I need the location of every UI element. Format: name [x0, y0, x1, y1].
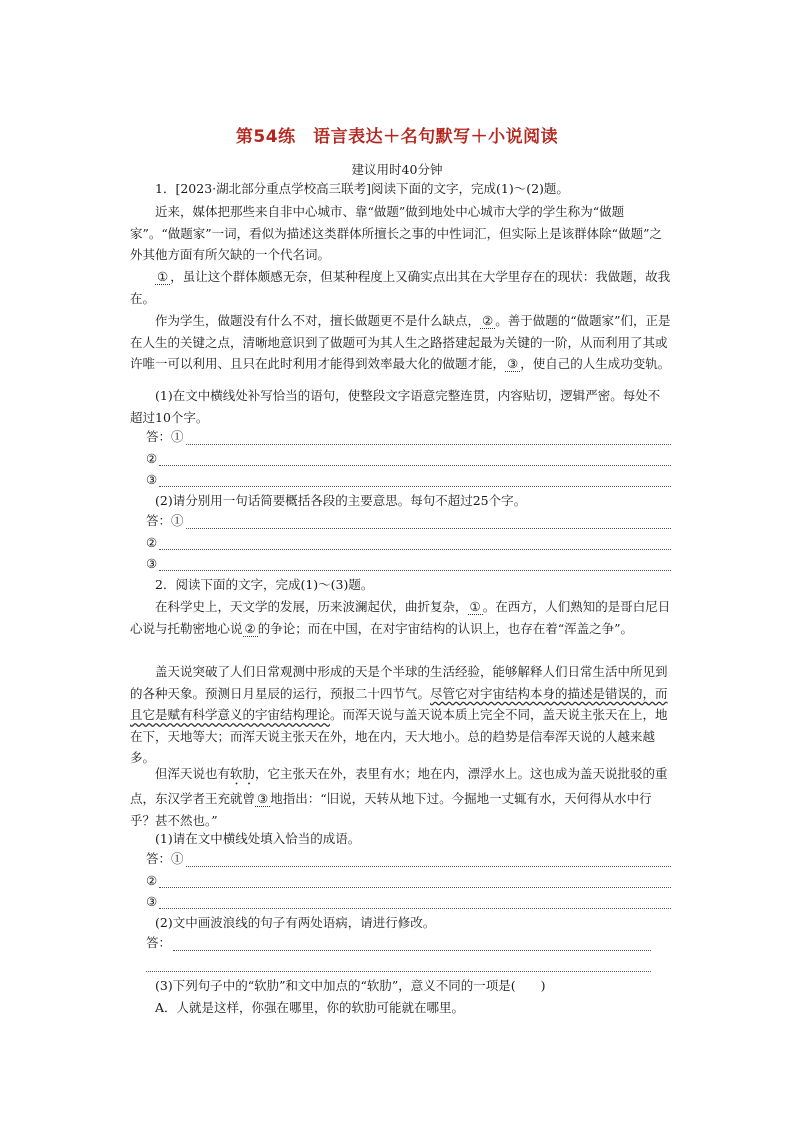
q1-s2-answer-line[interactable]: [146, 511, 671, 529]
answer-line: [186, 516, 671, 529]
q2-emphasized-word: 软肋: [230, 766, 256, 781]
q2-p1-text-a: 在科学史上，天文学的发展，历来波澜起伏，曲折复杂，: [155, 599, 468, 614]
q2-s2-answer-line[interactable]: [146, 954, 651, 972]
q2-sub-2: (2)文中画波浪线的句子有两处语病，请进行修改。: [155, 915, 436, 930]
q1-s1-answer-line[interactable]: [146, 448, 671, 466]
q2-intro: 2．阅读下面的文字，完成(1)～(3)题。: [155, 577, 374, 592]
answer-line: [186, 432, 671, 445]
q1-blank-1: ①: [157, 269, 169, 284]
q1-paragraph-1: 近来，媒体把那些来自非中心城市、靠“做题”做到地处中心城市大学的学生称为“做题家”。“做题家”一词，看似为描述这类群体所擅长之事的中性词汇，但实际上是该群体除“做题”之外其他方面有所欠缺的一个代名词。: [130, 204, 662, 263]
q1-blank-3: ③: [507, 356, 519, 372]
q2-s2-answer-line[interactable]: [146, 933, 651, 951]
answer-label: ②: [146, 535, 158, 550]
q1-s1-answer-line[interactable]: [146, 427, 671, 445]
answer-line: [173, 938, 651, 951]
q2-blank-2: ②: [244, 620, 256, 636]
q2-wavy-sentence: 尽管它对宇宙结构本身的描述是错误的，而且它是赋有科学意义的宇宙结构理论: [130, 685, 668, 723]
q1-s2-answer-line[interactable]: [146, 553, 671, 571]
q1-paragraph-2-text: ，虽让这个群体颇感无奈，但某种程度上又确实点出其在大学里存在的现状：我做题，故我在。: [130, 269, 671, 306]
answer-line: [159, 537, 671, 550]
answer-label: ③: [146, 556, 158, 571]
q1-p3-text-a: 作为学生，做题没有什么不对，擅长做题更不是什么缺点，: [155, 313, 481, 328]
q1-blank-2: ②: [482, 313, 494, 328]
answer-label: 答：①: [146, 851, 184, 866]
q2-s1-answer-line[interactable]: [146, 870, 671, 888]
q1-sub-1: (1)在文中横线处补写恰当的语句，使整段文字语意完整连贯，内容贴切，逻辑严密。每处不超过10个字。: [130, 388, 661, 425]
page-title: 第54练 语言表达＋名句默写＋小说阅读: [235, 127, 559, 147]
q1-intro: 1．[2023·湖北部分重点学校高三联考]阅读下面的文字，完成(1)～(2)题。: [155, 181, 569, 196]
q2-s1-answer-line[interactable]: [146, 891, 671, 909]
answer-label: 答：①: [146, 429, 184, 444]
answer-label: 答：: [146, 935, 172, 950]
q2-option-a: A．人就是这样，你强在哪里，你的软肋可能就在哪里。: [155, 1000, 465, 1015]
q1-p3-text-b: 。善于做题的“做题家”们，正是在人生的关键之点，清晰地意识到了做题可为其人生之路搭建起最为关键的一阶，从而利用了其或许唯一可以利用、且只在此时利用才能得到效率最大化的做题才能，: [130, 313, 671, 372]
q2-p3-text-c: 地指出：“旧说，天转从地下过。今掘地一丈辄有水，天何得从水中行乎？甚不然也。”: [130, 791, 652, 828]
answer-label: ②: [146, 451, 158, 466]
q2-blank-1: ①: [469, 599, 481, 614]
q2-paragraph-2: [130, 661, 672, 769]
q1-p3-text-c: ，使自己的人生成功变轨。: [520, 356, 671, 372]
q1-s2-answer-line[interactable]: [146, 532, 671, 550]
q1-s1-answer-line[interactable]: [146, 469, 671, 487]
q2-sub-1: (1)请在文中横线处填入恰当的成语。: [155, 831, 361, 846]
answer-line: [159, 558, 671, 571]
answer-line: [159, 453, 671, 466]
answer-label: 答：①: [146, 513, 184, 528]
q1-sub-2: (2)请分别用一句话简要概括各段的主要意思。每句不超过25个字。: [155, 493, 527, 508]
q2-sub-3: (3)下列句子中的“软肋”和文中加点的“软肋”，意义不同的一项是( ): [155, 978, 546, 993]
q2-p2-text-a: 盖天说突破了人们日常观测中形成的天是个半球的生活经验，能够解释人们日常生活中所见到的各种天象。预测日月星辰的运行，预报二十四节气。: [130, 664, 668, 701]
q1-paragraph-3: [130, 310, 672, 375]
answer-line: [159, 875, 671, 888]
answer-label: ③: [146, 894, 158, 909]
q2-p3-text-a: 但浑天说也有: [155, 766, 231, 781]
answer-line: [159, 896, 671, 909]
answer-label: ③: [146, 472, 158, 487]
q2-paragraph-1: [130, 596, 672, 639]
q2-blank-3: ③: [257, 791, 269, 806]
page-subtitle: 建议用时40分钟: [351, 162, 443, 177]
q1-paragraph-2: [130, 266, 672, 309]
answer-line: [159, 474, 671, 487]
answer-label: ②: [146, 873, 158, 888]
q2-s1-answer-line[interactable]: [146, 849, 671, 867]
answer-line: [186, 854, 671, 867]
q2-p1-text-b: 。在西方，人们熟知的是哥白尼日心说与托勒密地心说: [130, 599, 671, 636]
q2-p3-text-b: ，它主张天在外，表里有水；地在内，漂浮水上。这也成为盖天说批驳的重点，东汉学者王充就曾: [130, 766, 668, 806]
q2-paragraph-3: [130, 763, 672, 831]
answer-line: [146, 959, 651, 972]
q2-p1-text-c: 的争论；而在中国，在对宇宙结构的认识上，也存在着“浑盖之争”。: [257, 620, 634, 636]
q2-p2-text-b: 。而浑天说与盖天说本质上完全不同，盖天说主张天在上，地在下，天地等大；而浑天说主张天在外，地在内，天大地小。总的趋势是信奉浑天说的人越来越多。: [130, 707, 668, 766]
